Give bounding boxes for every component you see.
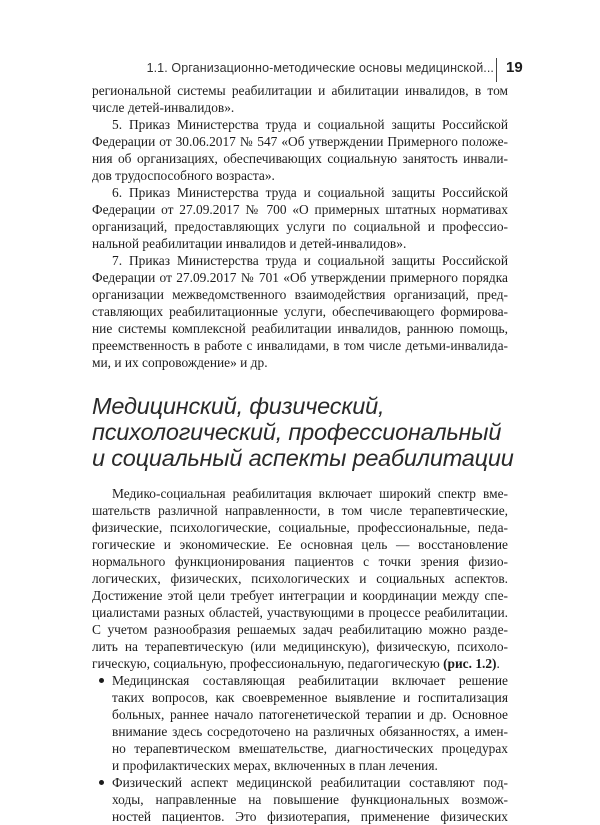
text-line: Медицинская составляющая реабилитации включает решение — [112, 673, 508, 688]
bullet-item-medical — [92, 672, 508, 774]
text-line: дов трудоспособного возраста». — [92, 168, 275, 183]
running-header-title: 1.1. Организационно-методические основы медицинской... — [146, 61, 494, 75]
text-line: ходы, направленные на повышение функциональных возмож- — [112, 792, 508, 807]
text-fragment: . — [496, 656, 500, 671]
text-line: циалистами разных областей, участвующими в процессе реабилитации. — [92, 605, 508, 620]
text-line-with-figure-ref — [92, 655, 508, 672]
text-line: шательств различной направленности, в том числе терапевтические, — [92, 503, 508, 518]
list-item-7 — [92, 252, 508, 371]
text-line: больных, раннее начало патогенетической терапии и др. Основное — [112, 707, 508, 722]
text-line: но терапевтическом вмешательстве, диагностических процедурах — [112, 741, 508, 756]
bullet-item-physical — [92, 774, 508, 825]
text-line: числе детей-инвалидов». — [92, 100, 235, 115]
list-continuation — [92, 82, 508, 116]
text-line: Федерации от 30.06.2017 № 547 «Об утверждении Примерного положе- — [92, 134, 508, 149]
text-line: 7. Приказ Министерства труда и социальной защиты Российской — [112, 253, 508, 268]
running-header — [0, 58, 600, 80]
text-line: Достижение этой цели требует интеграции и координации между спе- — [92, 588, 508, 603]
text-line: преемственность в работе с инвалидами, в том числе детьми-инвалида- — [92, 338, 508, 353]
text-line: С учетом разнообразия решаемых задач реабилитацию можно раздe- — [92, 622, 508, 637]
text-line: организации межведомственного взаимодействия организаций, пред- — [92, 287, 508, 302]
list-item-6 — [92, 184, 508, 252]
page-body — [92, 82, 514, 825]
text-line: региональной системы реабилитации и абилитации инвалидов, в том — [92, 83, 508, 98]
heading-line: психологический, профессиональный — [92, 419, 502, 445]
section-heading — [92, 393, 514, 471]
list-item-5 — [92, 116, 508, 184]
main-paragraph — [92, 485, 508, 672]
text-line: ставляющих реабилитационные услуги, обеспечивающего формирова- — [92, 304, 508, 319]
bullet-icon — [99, 780, 104, 785]
text-line: Федерации от 27.09.2017 № 701 «Об утверждении примерного порядка — [92, 270, 508, 285]
text-line: лить на терапевтическую (или медицинскую), физическую, психоло- — [92, 639, 508, 654]
heading-line: и социальный аспекты реабилитации — [92, 445, 514, 471]
text-line: ностей пациентов. Это физиотерапия, применение физических — [112, 809, 508, 824]
text-line: ние системы комплексной реабилитации инвалидов, раннюю помощь, — [92, 321, 508, 336]
text-line: Медико-социальная реабилитация включает широкий спектр вме- — [112, 486, 508, 501]
text-line: нальной реабилитации инвалидов и детей-инвалидов». — [92, 236, 407, 251]
text-line: физические, психологические, социальные, профессиональные, педа- — [92, 520, 508, 535]
text-line: гогические и экономические. Ее основная цель — восстановление — [92, 537, 508, 552]
text-fragment: гическую, социальную, профессиональную, педагогическую — [92, 656, 444, 671]
text-line: ми, и их сопровождение» и др. — [92, 355, 268, 370]
text-line: логических, физических, психологических и социальных аспектов. — [92, 571, 508, 586]
text-line: ния об организациях, обеспечивающих социальную занятость инвали- — [92, 151, 508, 166]
page-number: 19 — [506, 59, 523, 76]
heading-line: Медицинский, физический, — [92, 393, 385, 419]
figure-reference: (рис. 1.2) — [443, 656, 497, 671]
text-line: организаций, предоставляющих услуги по социальной и профессио- — [92, 219, 508, 234]
text-line: таких вопросов, как своевременное выявление и госпитализация — [112, 690, 508, 705]
text-line: нормального функционирования пациентов с точки зрения физио- — [92, 554, 508, 569]
text-line: Федерации от 27.09.2017 № 700 «О примерных штатных нормативах — [92, 202, 508, 217]
header-divider — [496, 58, 497, 82]
text-line: 6. Приказ Министерства труда и социальной защиты Российской — [112, 185, 508, 200]
text-line: внимание здесь сосредоточено на различных обязанностях, а имен- — [112, 724, 508, 739]
text-line: 5. Приказ Министерства труда и социальной защиты Российской — [112, 117, 508, 132]
text-line: Физический аспект медицинской реабилитации составляют под- — [112, 775, 508, 790]
bullet-icon — [99, 678, 104, 683]
text-line: и профилактических мерах, включенных в план лечения. — [112, 758, 438, 773]
